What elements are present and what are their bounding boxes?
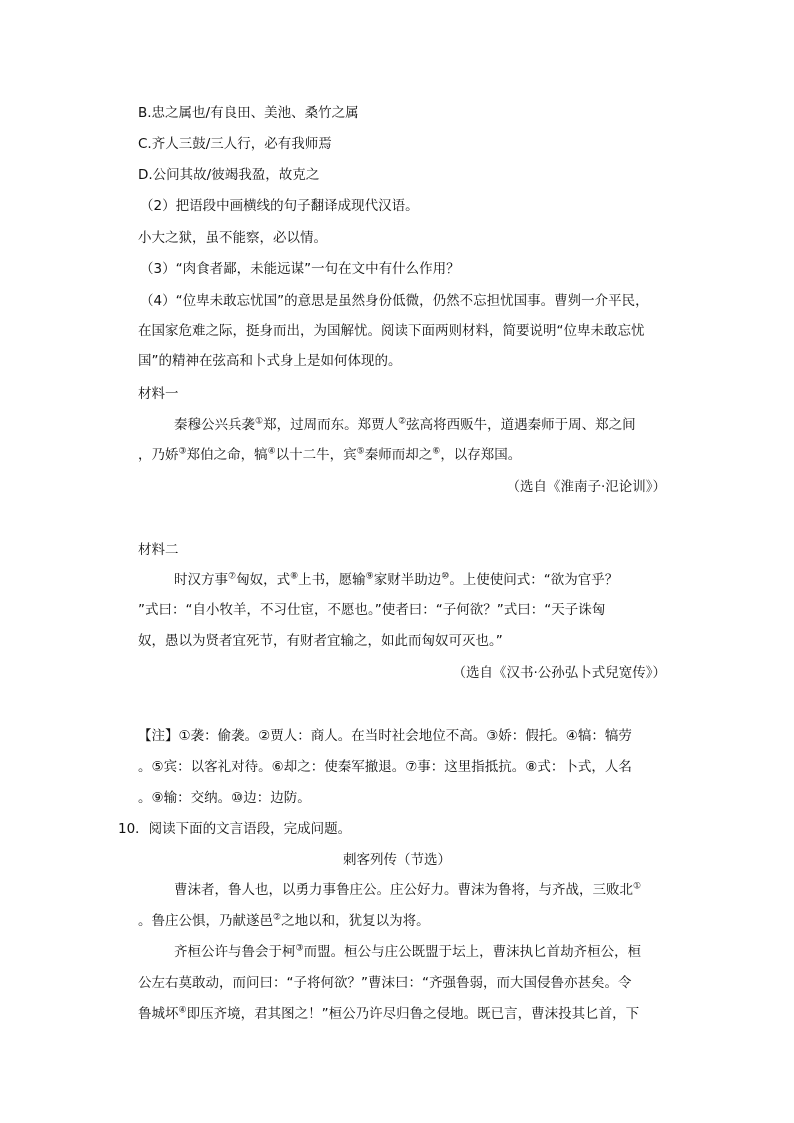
option-d: D.公问其故/彼竭我盈，故克之 [138,167,320,183]
q10-para-2-line-3: 鲁城坏④即压齐境，君其图之！”桓公乃许尽归鲁之侵地。既已言，曹沫投其匕首，下 [138,1005,640,1022]
q10-para-1-line-2: 。鲁庄公惧，乃献遂邑②之地以和，犹复以为将。 [138,912,430,929]
material-2-line-3: 奴，愚以为贤者宜死节，有财者宜输之，如此而匈奴可灭也。” [138,633,503,649]
q10-prompt: 10．阅读下面的文言语段，完成问题。 [118,821,352,837]
notes-line-2: 。⑤宾：以客礼对待。⑥却之：使秦军撤退。⑦事：这里指抵抗。⑧式：卜式，人名 [138,759,632,775]
material-1-source: （选自《淮南子·氾论训》） [506,479,666,495]
notes-line-3: 。⑨输：交纳。⑩边：边防。 [138,790,311,806]
q4-line-2: 在国家危难之际，挺身而出，为国解忧。阅读下面两则材料，简要说明“位卑未敢忘忧 [138,323,645,339]
q10-para-2-line-2: 公左右莫敢动，而问曰：“子将何欲？”曹沫曰：“齐强鲁弱，而大国侵鲁亦甚矣。令 [138,975,632,991]
q2-prompt: （2）把语段中画横线的句子翻译成现代汉语。 [140,198,419,214]
material-2-title: 材料二 [138,542,179,558]
q4-line-3: 国”的精神在弦高和卜式身上是如何体现的。 [138,353,402,369]
option-b: B.忠之属也/有良田、美池、桑竹之属 [138,105,359,121]
q10-title: 刺客列传（节选） [343,852,451,868]
material-2-line-2: ”式曰：“自小牧羊，不习仕宦，不愿也。”使者曰：“子何欲？”式曰：“天子诛匈 [138,602,606,618]
material-1-line-1: 秦穆公兴兵袭①郑，过周而东。郑贾人②弦高将西贩牛，道遇秦师于周、郑之间 [174,416,636,433]
q3-prompt: （3）“肉食者鄙，未能远谋”一句在文中有什么作用？ [140,261,460,277]
material-2-line-1: 时汉方事⑦匈奴，式⑧上书，愿输⑨家财半助边⑩。上使使问式：“欲为官乎？ [174,571,619,588]
notes-line-1: 【注】①袭：偷袭。②贾人：商人。在当时社会地位不高。③娇：假托。④犒：犒劳 [138,728,632,744]
q4-line-1: （4）“位卑未敢忘忧国”的意思是虽然身份低微，仍然不忘担忧国事。曹刿一介平民， [140,293,649,309]
option-c: C.齐人三鼓/三人行，必有我师焉 [138,136,332,152]
q2-sentence: 小大之狱，虽不能察，必以情。 [138,230,327,246]
material-1-line-2: ，乃娇③郑伯之命，犒④以十二牛，宾⑤秦师而却之⑥，以存郑国。 [138,446,522,463]
q10-para-1-line-1: 曹沫者，鲁人也，以勇力事鲁庄公。庄公好力。曹沫为鲁将，与齐战，三败北① [174,881,642,898]
material-2-source: （选自《汉书·公孙弘卜式兒宽传》） [452,665,666,681]
material-1-title: 材料一 [138,386,179,402]
q10-para-2-line-1: 齐桓公许与鲁会于柯③而盟。桓公与庄公既盟于坛上，曹沫执匕首劫齐桓公，桓 [174,943,642,960]
